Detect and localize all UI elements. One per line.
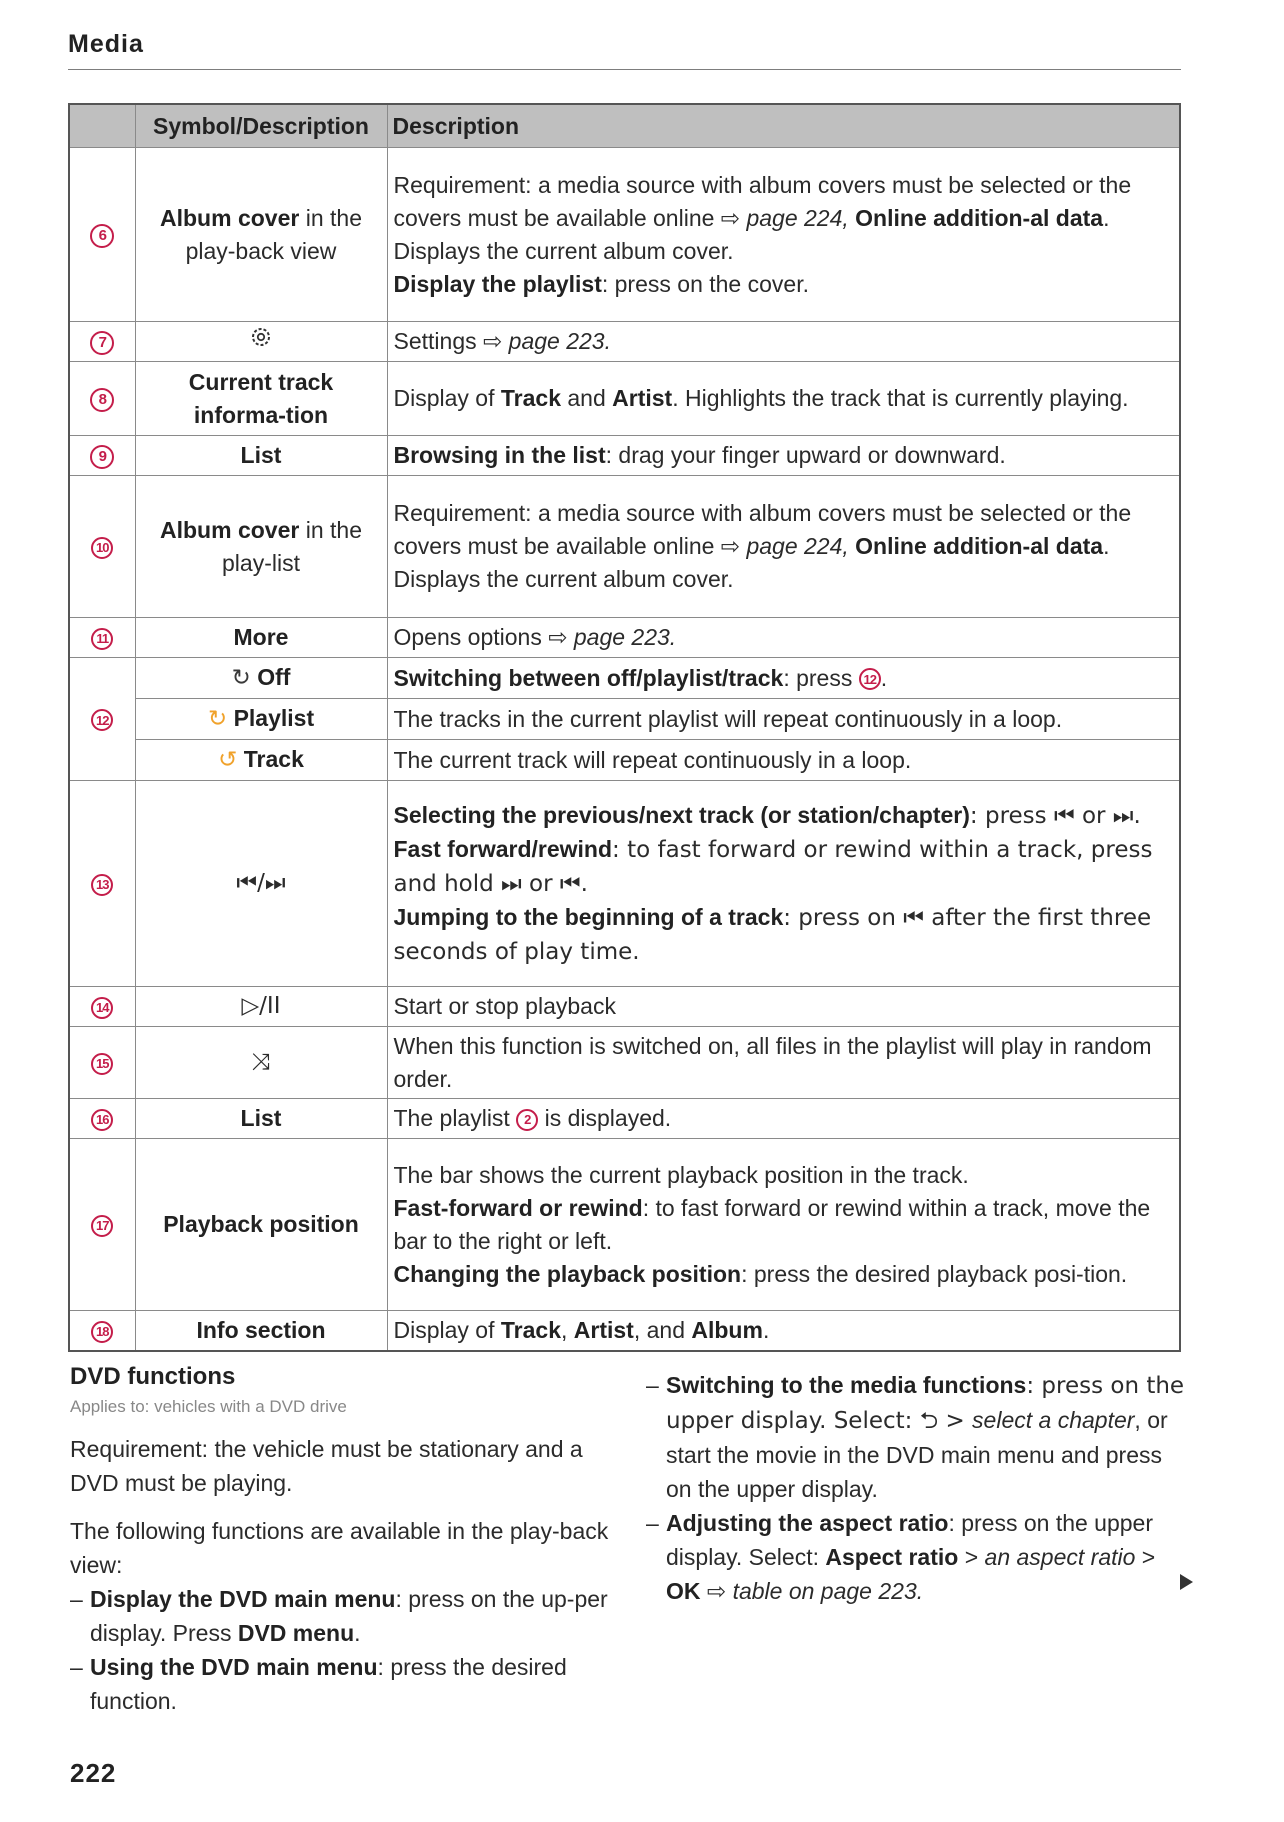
list-item: – Switching to the media functions: press on the upper display. Select: ⮌ > select a chapter, or start the movie in the DVD main menu and press on the upper display.	[646, 1368, 1186, 1506]
callout-16: 16	[91, 1109, 113, 1131]
header-rule	[68, 69, 1181, 70]
description-cell: Browsing in the list: drag your finger upward or downward.	[387, 436, 1180, 476]
description-cell: Display of Track and Artist. Highlights the track that is currently playing.	[387, 362, 1180, 436]
symbol-header: Symbol/Description	[135, 104, 387, 148]
symbol-cell: Album cover in the play-list	[135, 476, 387, 618]
callout-8: 8	[90, 388, 114, 412]
table-row	[69, 322, 1180, 362]
callout-12-ref: 12	[859, 668, 881, 690]
list-item: – Using the DVD main menu: press the desired function.	[70, 1650, 610, 1718]
description-header: Description	[387, 104, 1180, 148]
callout-7: 7	[90, 331, 114, 355]
symbol-cell: Current track informa-tion	[135, 362, 387, 436]
description-cell: The playlist 2 is displayed.	[387, 1099, 1180, 1139]
symbol-cell: Info section	[135, 1311, 387, 1352]
description-cell: Selecting the previous/next track (or station/chapter): press ⏮ or ⏭. Fast forward/rewind: to fast forward or rewind within a track, press and hold ⏭ or ⏮. Jumping to the beginning of a track: press on ⏮ after the first three seconds of play time.	[387, 781, 1180, 987]
table-row	[69, 1027, 1180, 1099]
dvd-heading: DVD functions	[70, 1363, 236, 1390]
requirement-text: Requirement: the vehicle must be stationary and a DVD must be playing.	[70, 1436, 583, 1496]
symbol-cell: List	[135, 436, 387, 476]
description-cell: Opens options ⇨ page 223.	[387, 618, 1180, 658]
section-title: Media	[68, 30, 144, 58]
list-item: – Display the DVD main menu: press on the up-per display. Press DVD menu.	[70, 1582, 610, 1650]
symbol-cell: ↻ Off	[135, 658, 387, 699]
callout-14: 14	[91, 997, 113, 1019]
symbol-cell: List	[135, 1099, 387, 1139]
table-row	[69, 1139, 1180, 1311]
description-cell: When this function is switched on, all files in the playlist will play in random order.	[387, 1027, 1180, 1099]
callout-10: 10	[91, 537, 113, 559]
table-row	[69, 362, 1180, 436]
callout-6: 6	[90, 224, 114, 248]
symbol-cell: ▷/II	[135, 987, 387, 1027]
table-row	[69, 658, 1180, 699]
symbol-cell: Album cover in the play-back view	[135, 148, 387, 322]
table-row	[69, 148, 1180, 322]
callout-13: 13	[91, 874, 113, 896]
table-row	[69, 781, 1180, 987]
callout-2-ref: 2	[516, 1109, 538, 1131]
symbol-cell	[135, 322, 387, 362]
table-row	[69, 436, 1180, 476]
table-row	[69, 618, 1180, 658]
callout-18: 18	[91, 1321, 113, 1343]
media-symbol-table	[68, 103, 1181, 1352]
callout-12: 12	[91, 709, 113, 731]
table-row	[69, 987, 1180, 1027]
callout-17: 17	[91, 1215, 113, 1237]
num-header	[69, 104, 135, 148]
symbol-cell: ↺ Track	[135, 740, 387, 781]
description-cell: Switching between off/playlist/track: press 12 .	[387, 658, 1180, 699]
description-cell: Start or stop playback	[387, 987, 1180, 1027]
table-row	[69, 476, 1180, 618]
callout-15: 15	[91, 1053, 113, 1075]
callout-11: 11	[91, 628, 113, 650]
table-row	[69, 1099, 1180, 1139]
gear-icon	[249, 325, 273, 349]
description-cell: The current track will repeat continuously in a loop.	[387, 740, 1180, 781]
list-item: – Adjusting the aspect ratio: press on the upper display. Select: Aspect ratio > an aspect ratio > OK ⇨ table on page 223.	[646, 1506, 1186, 1608]
page-header	[68, 30, 1181, 70]
callout-9: 9	[90, 445, 114, 469]
description-cell: Display of Track, Artist, and Album.	[387, 1311, 1180, 1352]
intro-text: The following functions are available in the play-back view:	[70, 1518, 609, 1578]
table-row	[69, 1311, 1180, 1352]
repeat-off-icon: ↻	[231, 665, 251, 691]
description-cell: The tracks in the current playlist will repeat continuously in a loop.	[387, 699, 1180, 740]
symbol-cell: Playback position	[135, 1139, 387, 1311]
table-header-row	[69, 104, 1180, 148]
symbol-cell: ↻ Playlist	[135, 699, 387, 740]
symbol-cell: ⏮/⏭	[135, 781, 387, 987]
symbol-cell: More	[135, 618, 387, 658]
description-cell: The bar shows the current playback position in the track. Fast-forward or rewind: to fast forward or rewind within a track, move the bar to the right or left. Changing the playback position: press the desired playback posi-tion.	[387, 1139, 1180, 1311]
table-row	[69, 740, 1180, 781]
repeat-playlist-icon: ↻	[207, 706, 228, 732]
applies-note: Applies to: vehicles with a DVD drive	[70, 1397, 347, 1416]
description-cell: Requirement: a media source with album covers must be selected or the covers must be available online ⇨ page 224, Online addition-al data. Displays the current album cover. Display the playlist: press on the cover.	[387, 148, 1180, 322]
description-cell: Settings ⇨ page 223.	[387, 322, 1180, 362]
table-row	[69, 699, 1180, 740]
continue-arrow-icon	[1180, 1574, 1193, 1590]
dvd-left-column	[70, 1360, 610, 1718]
description-cell: Requirement: a media source with album covers must be selected or the covers must be available online ⇨ page 224, Online addition-al data. Displays the current album cover.	[387, 476, 1180, 618]
page-number: 222	[70, 1758, 117, 1788]
shuffle-icon: ⤨	[135, 1027, 387, 1099]
repeat-track-icon: ↺	[218, 747, 238, 773]
dvd-right-column	[646, 1368, 1186, 1608]
